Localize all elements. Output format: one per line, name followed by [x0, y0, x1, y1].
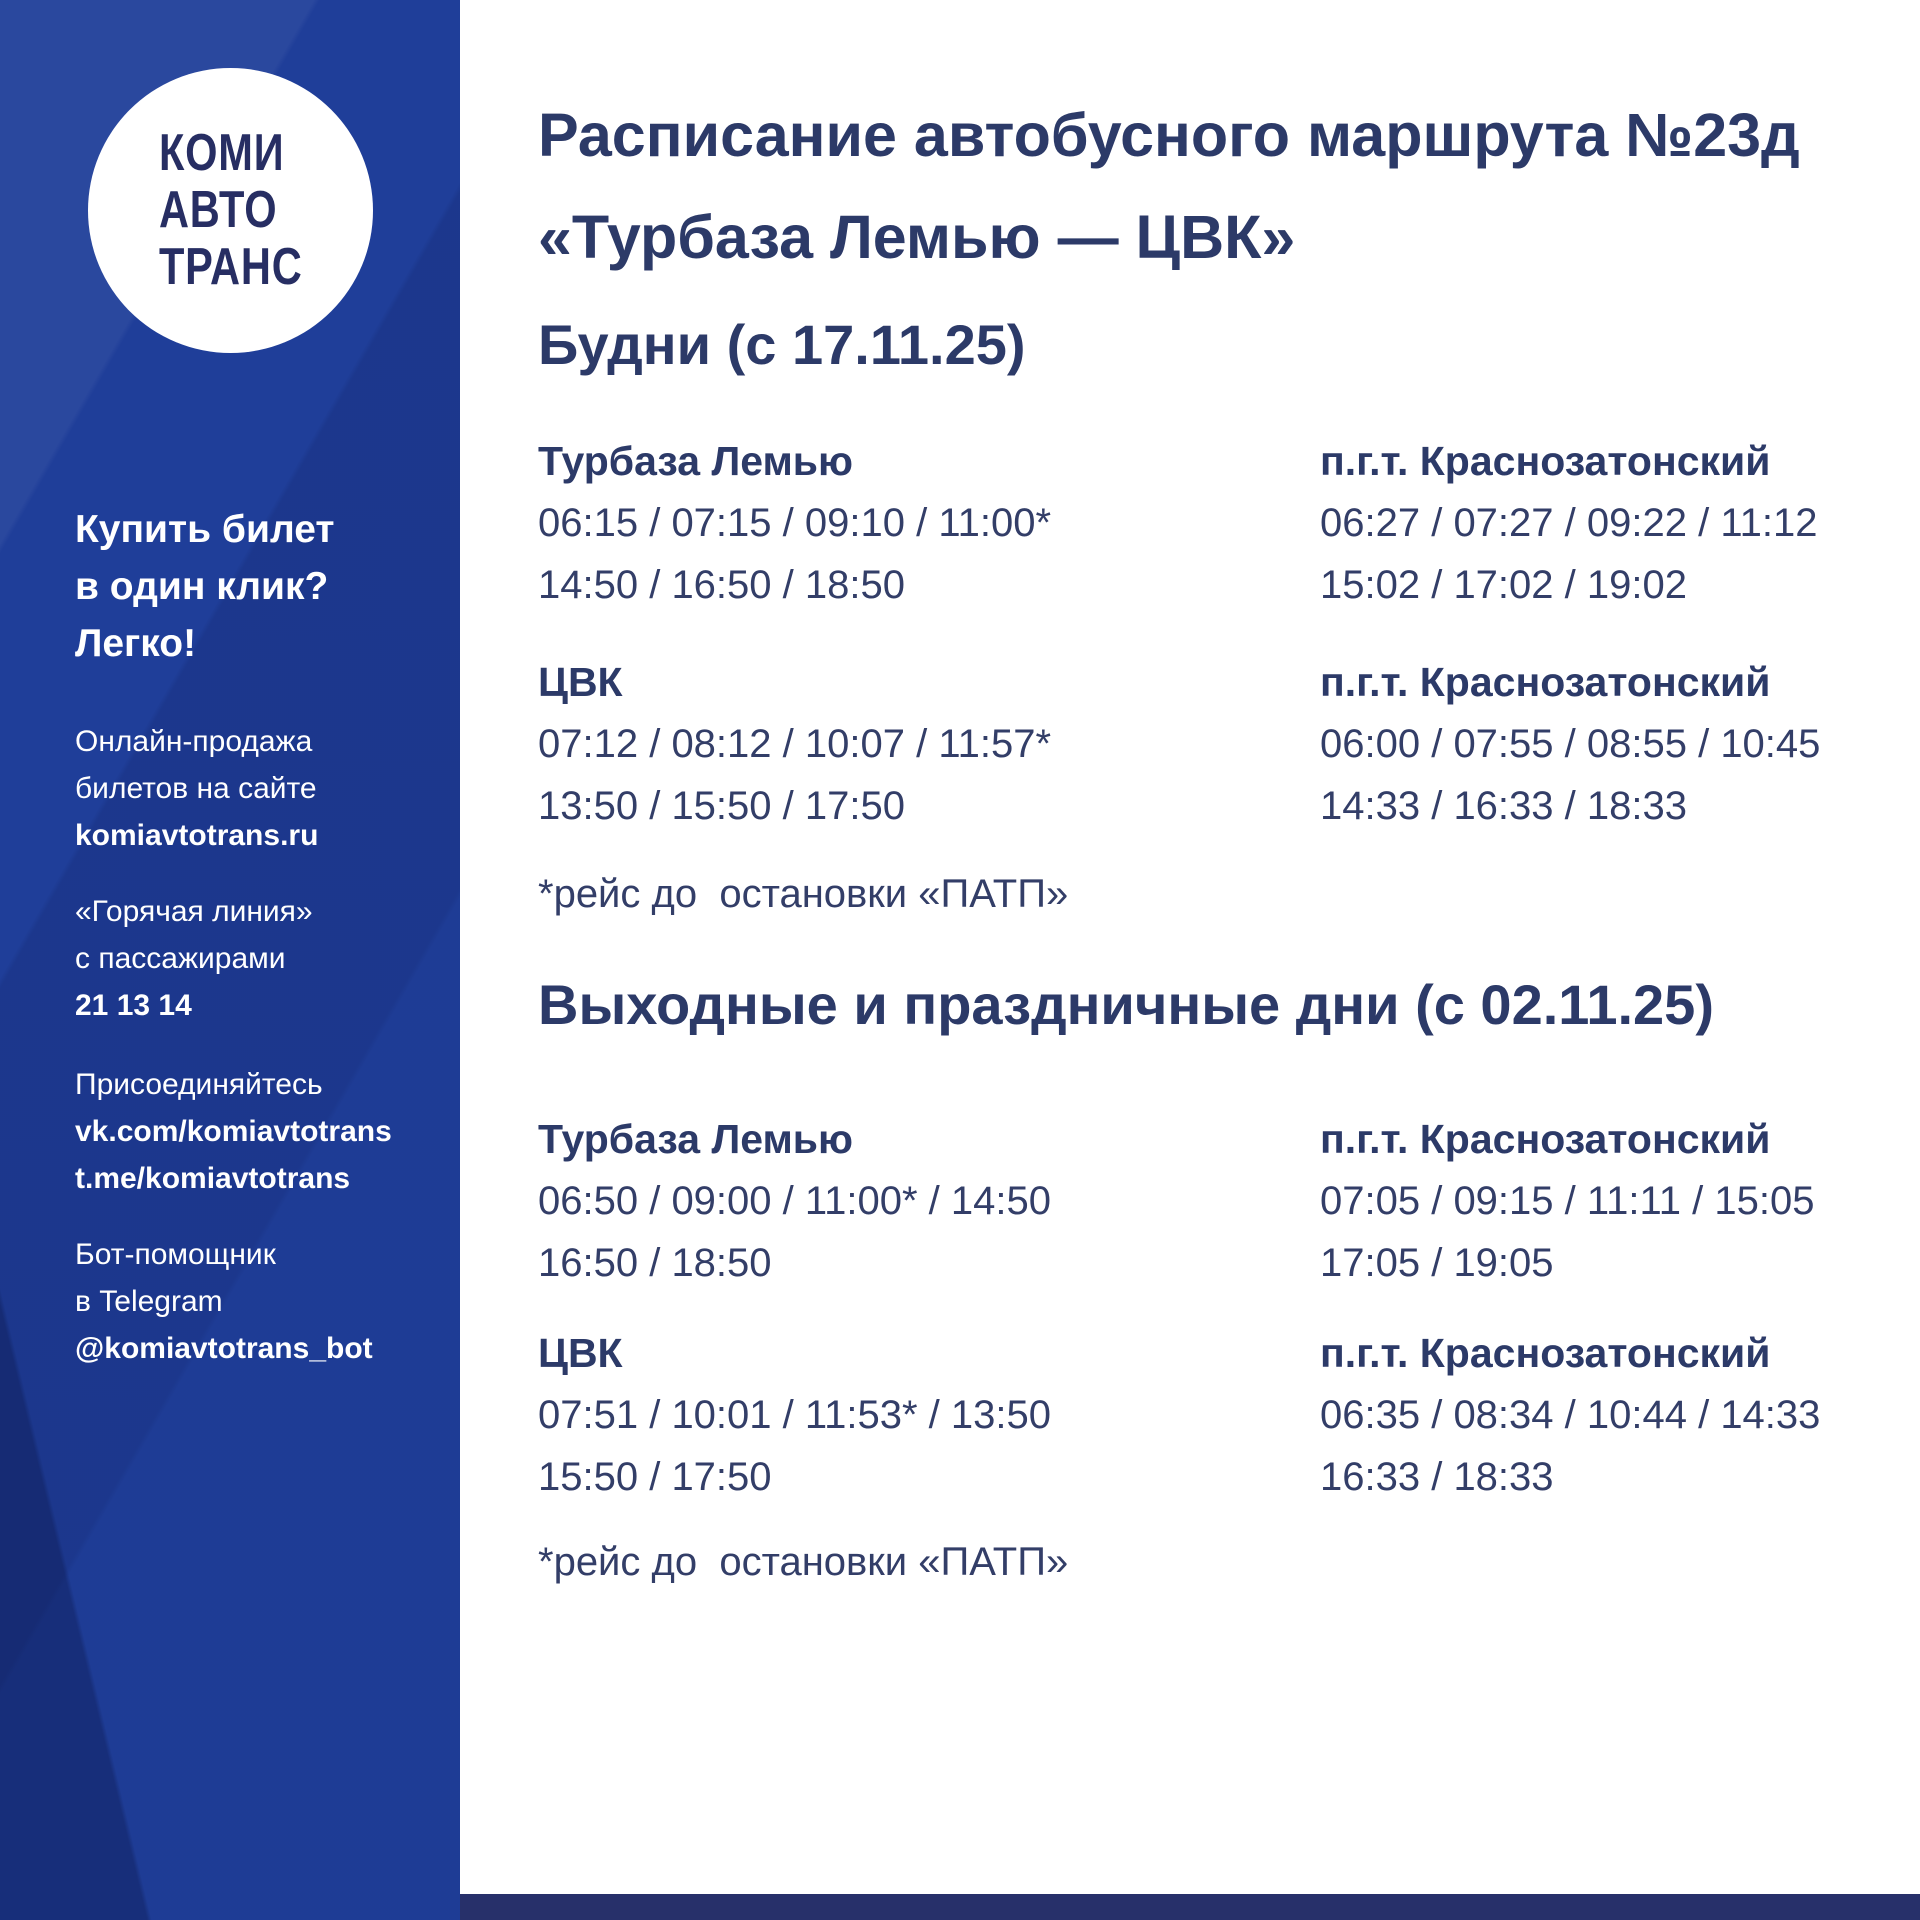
- weekend-row-1: [538, 1115, 1890, 1294]
- times-line: 07:05 / 09:15 / 11:11 / 15:05: [1320, 1179, 1815, 1223]
- online-sales-block: [75, 718, 460, 859]
- page-title-line-1: Расписание автобусного маршрута №23д: [538, 101, 1800, 169]
- stop-name: ЦВК: [538, 659, 623, 705]
- social-join-label: Присоединяйтесь: [75, 1068, 323, 1101]
- weekend-krasnozatonsky-block-2: [1320, 1329, 1890, 1508]
- times-line: 15:50 / 17:50: [538, 1455, 772, 1499]
- page-title: [538, 84, 1890, 288]
- weekdays-krasnozatonsky-block-2: [1320, 658, 1890, 837]
- tagline-line-1: Купить билет: [75, 508, 335, 551]
- logo-line-1: КОМИ: [158, 124, 285, 182]
- vk-link: vk.com/komiavtotrans: [75, 1115, 392, 1148]
- hotline-phone: 21 13 14: [75, 989, 192, 1022]
- weekdays-section-title: Будни (с 17.11.25): [538, 313, 1026, 376]
- times-line: 14:50 / 16:50 / 18:50: [538, 563, 905, 607]
- tagline-line-3: Легко!: [75, 622, 197, 665]
- weekdays-krasnozatonsky-block-1: [1320, 437, 1890, 616]
- times-line: 06:50 / 09:00 / 11:00* / 14:50: [538, 1179, 1052, 1223]
- times-line: 16:33 / 18:33: [1320, 1455, 1554, 1499]
- bot-line-2: в Telegram: [75, 1285, 223, 1318]
- logo-line-2: АВТО: [158, 181, 278, 239]
- weekdays-cvk-block: [538, 658, 1320, 837]
- online-sales-line-2: билетов на сайте: [75, 772, 317, 805]
- sidebar: [0, 0, 460, 1920]
- times-line: 17:05 / 19:05: [1320, 1241, 1554, 1285]
- online-sales-line-1: Онлайн-продажа: [75, 725, 313, 758]
- bot-block: [75, 1231, 460, 1372]
- weekend-turbaza-block: [538, 1115, 1320, 1294]
- stop-name: ЦВК: [538, 1330, 623, 1376]
- logo-line-3: ТРАНС: [158, 238, 303, 296]
- times-line: 06:15 / 07:15 / 09:10 / 11:00*: [538, 501, 1052, 545]
- stop-name: Турбаза Лемью: [538, 438, 854, 484]
- tagline-line-2: в один клик?: [75, 565, 329, 608]
- times-line: 13:50 / 15:50 / 17:50: [538, 784, 905, 828]
- weekdays-row-2: [538, 658, 1890, 837]
- bottom-accent-bar: [460, 1894, 1920, 1920]
- hotline-line-2: с пассажирами: [75, 942, 286, 975]
- weekdays-turbaza-block: [538, 437, 1320, 616]
- times-line: 14:33 / 16:33 / 18:33: [1320, 784, 1687, 828]
- weekend-section-title: Выходные и праздничные дни (с 02.11.25): [538, 973, 1714, 1036]
- weekend-footnote: *рейс до остановки «ПАТП»: [538, 1540, 1069, 1584]
- hotline-line-1: «Горячая линия»: [75, 895, 313, 928]
- weekdays-row-1: [538, 437, 1890, 616]
- sidebar-tagline: [75, 501, 460, 672]
- weekdays-footnote: *рейс до остановки «ПАТП»: [538, 872, 1069, 916]
- times-line: 06:00 / 07:55 / 08:55 / 10:45: [1320, 722, 1821, 766]
- times-line: 07:51 / 10:01 / 11:53* / 13:50: [538, 1393, 1052, 1437]
- stop-name: п.г.т. Краснозатонский: [1320, 438, 1771, 484]
- telegram-link: t.me/komiavtotrans: [75, 1162, 351, 1195]
- times-line: 06:35 / 08:34 / 10:44 / 14:33: [1320, 1393, 1821, 1437]
- social-block: [75, 1061, 460, 1202]
- times-line: 06:27 / 07:27 / 09:22 / 11:12: [1320, 501, 1818, 545]
- page-title-line-2: «Турбаза Лемью — ЦВК»: [538, 203, 1296, 271]
- hotline-block: [75, 888, 460, 1029]
- weekend-row-2: [538, 1329, 1890, 1508]
- stop-name: п.г.т. Краснозатонский: [1320, 1330, 1771, 1376]
- bot-handle: @komiavtotrans_bot: [75, 1332, 373, 1365]
- schedule-content: [460, 0, 1920, 1920]
- times-line: 15:02 / 17:02 / 19:02: [1320, 563, 1687, 607]
- stop-name: Турбаза Лемью: [538, 1116, 854, 1162]
- stop-name: п.г.т. Краснозатонский: [1320, 659, 1771, 705]
- weekend-krasnozatonsky-block-1: [1320, 1115, 1890, 1294]
- times-line: 07:12 / 08:12 / 10:07 / 11:57*: [538, 722, 1052, 766]
- komiavtotrans-logo: [88, 68, 373, 353]
- stop-name: п.г.т. Краснозатонский: [1320, 1116, 1771, 1162]
- website-link: komiavtotrans.ru: [75, 819, 319, 852]
- weekend-cvk-block: [538, 1329, 1320, 1508]
- logo-text: [159, 125, 303, 296]
- times-line: 16:50 / 18:50: [538, 1241, 772, 1285]
- bot-line-1: Бот-помощник: [75, 1238, 276, 1271]
